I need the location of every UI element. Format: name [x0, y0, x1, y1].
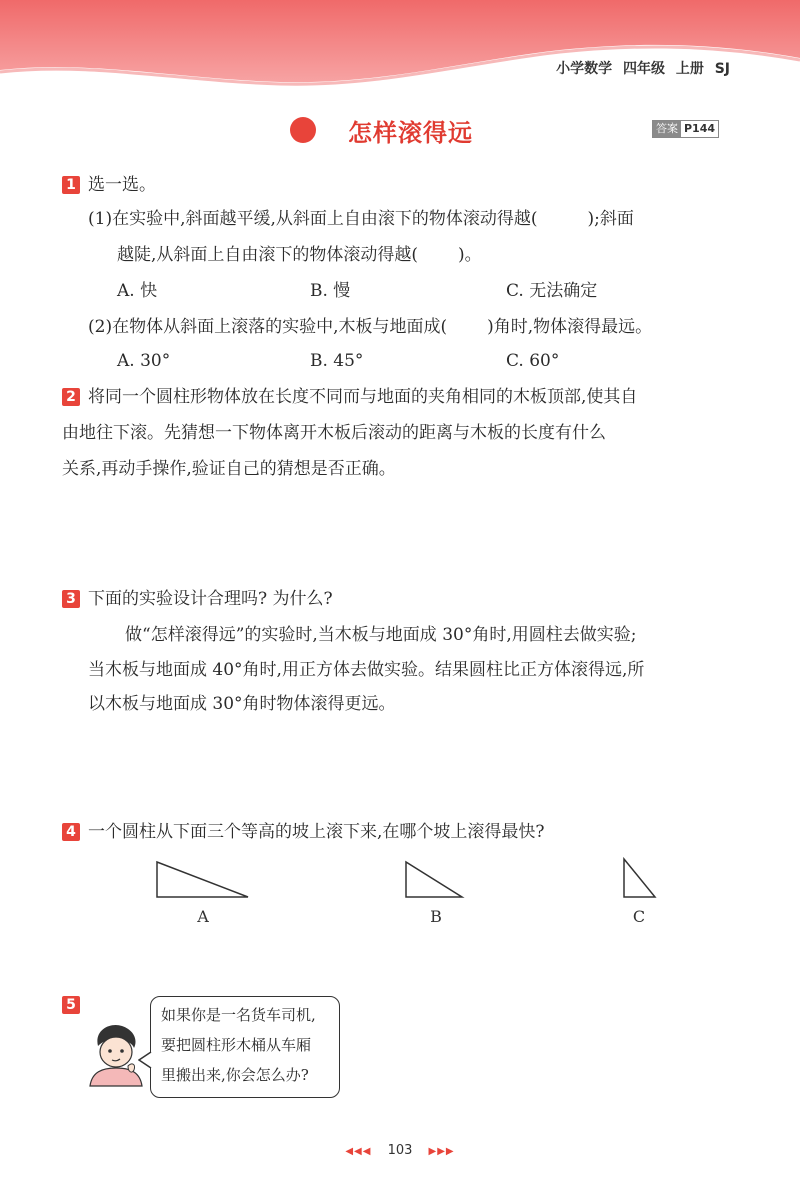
page-title: 怎样滚得远: [348, 118, 473, 147]
question-number-2: 2: [62, 388, 80, 406]
answer-page-tag: [652, 120, 719, 138]
right-arrows-icon: ▶▶▶: [428, 1146, 455, 1157]
q4-stem: 一个圆柱从下面三个等高的坡上滚下来,在哪个坡上滚得最快?: [88, 822, 545, 842]
q1-sub1-text-a: (1)在实验中,斜面越平缓,从斜面上自由滚下的物体滚动得越(: [88, 209, 538, 229]
header-grade: 四年级: [622, 61, 665, 77]
lesson-title-row: [290, 110, 473, 150]
q1-sub2-line: [88, 315, 652, 339]
speech-bubble: [150, 996, 340, 1098]
speech-bubble-tail: [138, 1050, 152, 1070]
header-volume: 上册: [675, 61, 704, 77]
slope-b-triangle: [406, 862, 462, 897]
slope-a-label: A: [197, 907, 209, 926]
q1-option-a: A. 快: [117, 281, 158, 301]
header-band: [0, 0, 800, 110]
q1-sub2-option-b: B. 45°: [310, 351, 364, 371]
speech-line-3: 里搬出来,你会怎么办?: [161, 1066, 309, 1084]
question-number-5: 5: [62, 996, 80, 1014]
slopes-diagram: [140, 852, 680, 932]
header-edition: SJ: [714, 61, 730, 77]
q1-sub2-text-b: )角时,物体滚得最远。: [487, 317, 653, 337]
header-info: [556, 58, 730, 78]
q3-line-3: 以木板与地面成 30°角时物体滚得更远。: [88, 694, 396, 714]
slope-b-label: B: [430, 907, 442, 926]
q1-stem: 选一选。: [88, 175, 156, 195]
title-dot-icon: [290, 117, 316, 143]
answer-page: P144: [681, 121, 718, 137]
slope-a-triangle: [157, 862, 248, 897]
q1-sub2-option-c: C. 60°: [506, 351, 560, 371]
q3-line-1: 做“怎样滚得远”的实验时,当木板与地面成 30°角时,用圆柱去做实验;: [125, 625, 637, 645]
slope-c-triangle: [624, 859, 655, 897]
q1-sub1-text-c: 越陡,从斜面上自由滚下的物体滚动得越(: [117, 245, 419, 265]
q1-sub2-option-a: A. 30°: [117, 351, 171, 371]
left-arrows-icon: ◀◀◀: [345, 1146, 372, 1157]
answer-label: 答案: [653, 121, 681, 137]
speech-line-2: 要把圆柱形木桶从车厢: [161, 1036, 312, 1054]
q3-stem: 下面的实验设计合理吗? 为什么?: [88, 589, 333, 609]
q1-sub1-line2: [117, 243, 482, 267]
q1-sub1-line1: [88, 207, 634, 231]
q1-sub1-text-b: );斜面: [587, 209, 634, 229]
q2-line-2: 由地往下滚。先猜想一下物体离开木板后滚动的距离与木板的长度有什么: [62, 423, 606, 443]
question-number-3: 3: [62, 590, 80, 608]
q1-option-b: B. 慢: [310, 281, 351, 301]
q1-sub1-text-d: )。: [458, 245, 482, 265]
q2-line-3: 关系,再动手操作,验证自己的猜想是否正确。: [62, 459, 396, 479]
page-footer: [0, 1143, 800, 1158]
speech-line-1: 如果你是一名货车司机,: [161, 1006, 316, 1024]
slope-c-label: C: [632, 907, 646, 926]
q3-line-2: 当木板与地面成 40°角时,用正方体去做实验。结果圆柱比正方体滚得远,所: [88, 660, 645, 680]
q1-option-c: C. 无法确定: [506, 281, 598, 301]
q1-sub2-text-a: (2)在物体从斜面上滚落的实验中,木板与地面成(: [88, 317, 448, 337]
q2-line-1: 将同一个圆柱形物体放在长度不同而与地面的夹角相同的木板顶部,使其自: [88, 387, 638, 407]
header-subject: 小学数学: [556, 61, 613, 77]
page-number: 103: [387, 1143, 413, 1158]
question-number-4: 4: [62, 823, 80, 841]
question-number-1: 1: [62, 176, 80, 194]
